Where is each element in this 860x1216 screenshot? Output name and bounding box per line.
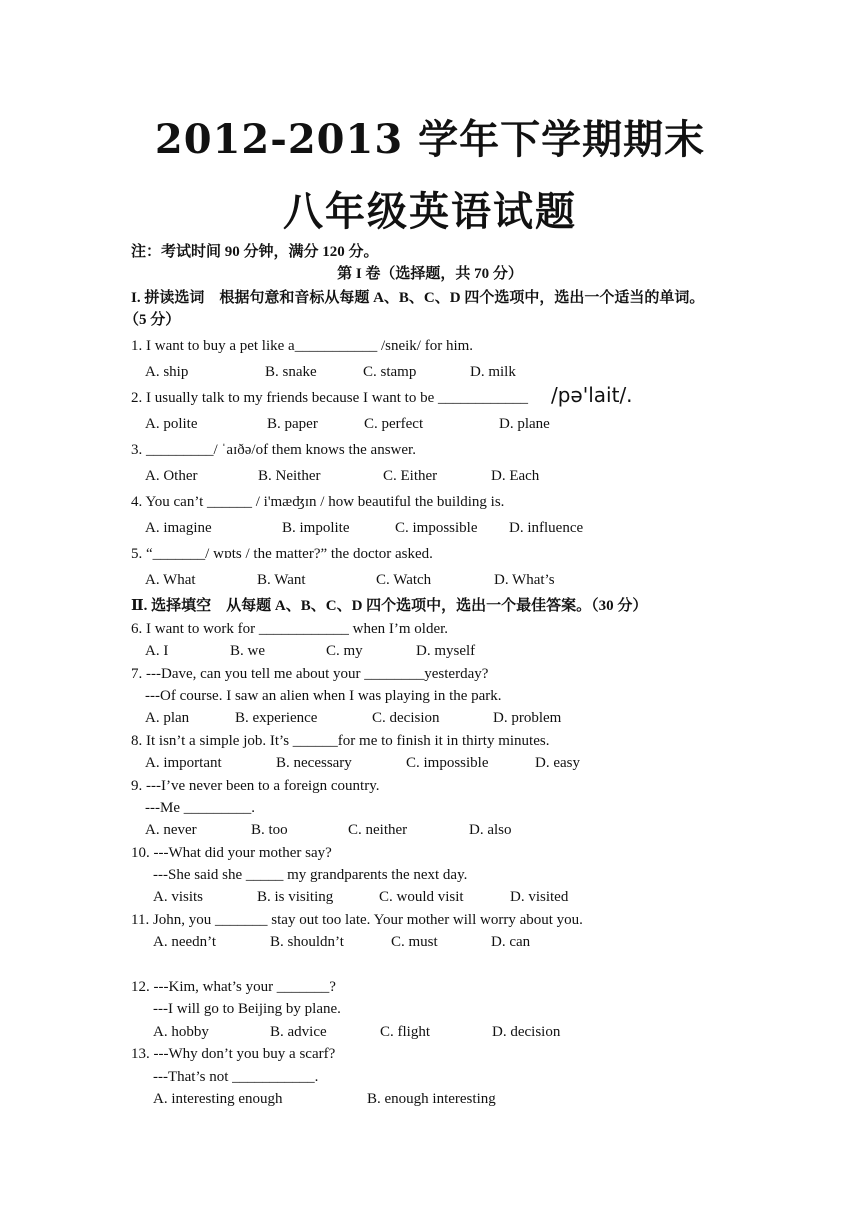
question-3-option-c: C. Either — [383, 468, 438, 484]
question-8-option-d: D. easy — [535, 755, 580, 771]
question-5-option-d: D. What’s — [494, 572, 555, 588]
question-6-option-b: B. we — [230, 643, 265, 659]
question-7-option-d: D. problem — [493, 710, 562, 726]
question-9-option-b: B. too — [251, 822, 288, 838]
question-2-option-b: B. paper — [267, 416, 318, 432]
question-5-option-b: B. Want — [257, 572, 306, 588]
question-12-option-d: D. decision — [492, 1024, 561, 1040]
question-10-option-c: C. would visit — [379, 889, 464, 905]
question-1-option-b: B. snake — [265, 364, 317, 380]
question-12-option-c: C. flight — [380, 1024, 431, 1040]
question-7-option-a: A. plan — [145, 710, 190, 726]
question-11-stem: 11. John, you _______ stay out too late. Your mother will worry about you. — [131, 912, 583, 928]
question-2-phonetic: /pə'lait/. — [551, 383, 633, 407]
question-9-option-c: C. neither — [348, 822, 408, 838]
question-2-option-a: A. polite — [145, 416, 198, 432]
question-1-option-a: A. ship — [145, 364, 189, 380]
question-10-stem: 10. ---What did your mother say? — [131, 845, 332, 861]
question-8-option-a: A. important — [145, 755, 222, 771]
question-7-stem: 7. ---Dave, can you tell me about your ________yesterday? — [131, 666, 489, 682]
question-1-stem: 1. I want to buy a pet like a___________ /sneik/ for him. — [131, 338, 474, 354]
question-13-option-a: A. interesting enough — [153, 1091, 283, 1107]
question-6-option-a: A. I — [145, 643, 169, 659]
question-7-option-b: B. experience — [235, 710, 318, 726]
question-3-option-b: B. Neither — [258, 468, 321, 484]
question-3-option-d: D. Each — [491, 468, 540, 484]
question-7-option-c: C. decision — [372, 710, 440, 726]
question-8-option-c: C. impossible — [406, 755, 489, 771]
question-11-option-a: A. needn’t — [153, 934, 217, 950]
question-9-reply: ---Me _________. — [145, 800, 255, 816]
question-8-option-b: B. necessary — [276, 755, 352, 771]
question-1-option-c: C. stamp — [363, 364, 417, 380]
question-11-option-c: C. must — [391, 934, 438, 950]
question-4-option-a: A. imagine — [145, 520, 212, 536]
question-4-option-c: C. impossible — [395, 520, 478, 536]
question-7-reply: ---Of course. I saw an alien when I was playing in the park. — [145, 688, 502, 704]
question-5-option-c: C. Watch — [376, 572, 432, 588]
question-2-stem: 2. I usually talk to my friends because I want to be ____________ — [131, 390, 529, 406]
section1-heading-score: （5 分） — [124, 312, 181, 328]
question-11-option-d: D. can — [491, 934, 531, 950]
question-11-option-b: B. shouldn’t — [270, 934, 344, 950]
question-10-option-b: B. is visiting — [257, 889, 334, 905]
question-10-option-d: D. visited — [510, 889, 569, 905]
question-12-reply: ---I will go to Beijing by plane. — [153, 1001, 341, 1017]
question-8-stem: 8. It isn’t a simple job. It’s ______for me to finish it in thirty minutes. — [131, 733, 550, 749]
question-12-option-b: B. advice — [270, 1024, 327, 1040]
section1-heading: I. 拼读选词 根据句意和音标从每题 A、B、C、D 四个选项中，选出一个适当的单词。 — [131, 290, 705, 306]
section2-heading: Ⅱ. 选择填空 从每题 A、B、C、D 四个选项中，选出一个最佳答案。（30 分） — [131, 598, 648, 614]
question-12-stem: 12. ---Kim, what’s your _______? — [131, 979, 336, 995]
question-5-stem: 5. “_______/ wɒts / the matter?” the doctor asked. — [131, 546, 433, 562]
question-9-option-d: D. also — [469, 822, 512, 838]
question-13-reply: ---That’s not ___________. — [153, 1069, 319, 1085]
question-6-option-d: D. myself — [416, 643, 476, 659]
part1-heading: 第 I 卷（选择题，共 70 分） — [337, 266, 523, 282]
question-10-reply: ---She said she _____ my grandparents the next day. — [153, 867, 468, 883]
question-6-option-c: C. my — [326, 643, 363, 659]
question-3-option-a: A. Other — [145, 468, 198, 484]
question-3-stem: 3. _________/ ˈaɪðə/of them knows the answer. — [131, 442, 416, 458]
exam-title-year: 2012-2013 学年下学期期末 — [154, 116, 706, 163]
question-4-option-d: D. influence — [509, 520, 584, 536]
question-5-option-a: A. What — [145, 572, 196, 588]
question-6-stem: 6. I want to work for ____________ when I’m older. — [131, 621, 449, 637]
question-13-option-b: B. enough interesting — [367, 1091, 496, 1107]
question-9-stem: 9. ---I’ve never been to a foreign country. — [131, 778, 380, 794]
question-1-option-d: D. milk — [470, 364, 516, 380]
question-12-option-a: A. hobby — [153, 1024, 209, 1040]
question-2-option-d: D. plane — [499, 416, 550, 432]
question-2-option-c: C. perfect — [364, 416, 424, 432]
exam-title-subject: 八年级英语试题 — [283, 188, 577, 235]
question-4-option-b: B. impolite — [282, 520, 350, 536]
question-13-stem: 13. ---Why don’t you buy a scarf? — [131, 1046, 336, 1062]
question-9-option-a: A. never — [145, 822, 197, 838]
question-4-stem: 4. You can’t ______ / i'mæʤɪn / how beautiful the building is. — [131, 494, 505, 510]
question-10-option-a: A. visits — [153, 889, 204, 905]
exam-note: 注：考试时间 90 分钟，满分 120 分。 — [131, 244, 379, 260]
